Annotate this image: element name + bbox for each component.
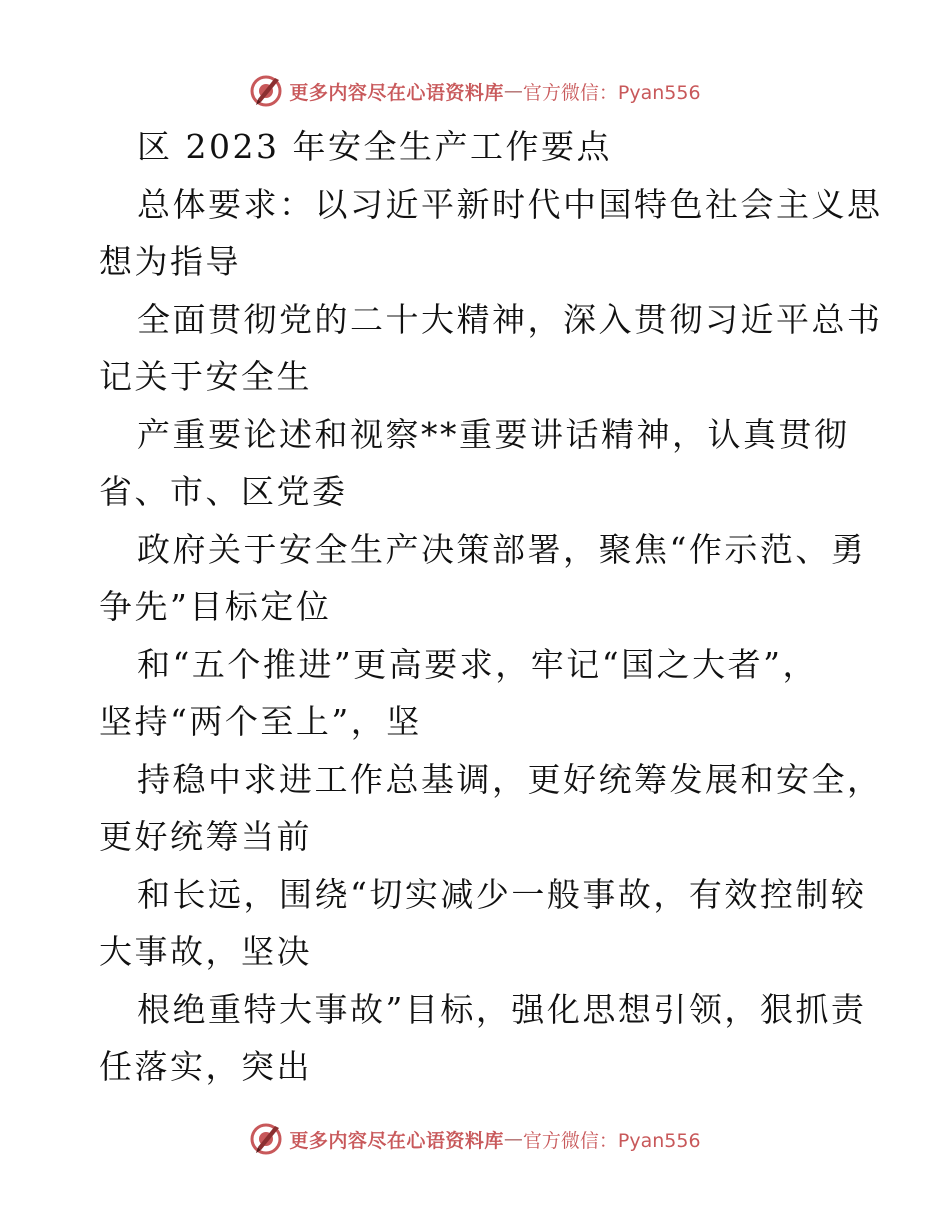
watermark-site-text: 更多内容尽在心语资料库 bbox=[289, 1129, 504, 1152]
pen-logo-icon bbox=[249, 74, 283, 108]
text-line: 产重要论述和视察**重要讲话精神，认真贯彻 bbox=[137, 414, 850, 454]
watermark-separator: — bbox=[503, 80, 523, 102]
text-line: 任落实，突出 bbox=[99, 1047, 312, 1086]
text-line: 全面贯彻党的二十大精神，深入贯彻习近平总书 bbox=[137, 299, 883, 339]
watermark-separator: — bbox=[503, 1128, 523, 1150]
text-line: 持稳中求进工作总基调，更好统筹发展和安全， bbox=[137, 759, 883, 799]
watermark-header bbox=[0, 71, 950, 111]
watermark-wechat-text: 官方微信：Pyan556 bbox=[522, 1129, 701, 1152]
document-title: 区 2023 年安全生产工作要点 bbox=[137, 127, 612, 166]
text-line: 记关于安全生 bbox=[99, 357, 312, 396]
text-line: 省、市、区党委 bbox=[99, 472, 348, 511]
text-line: 更好统筹当前 bbox=[99, 817, 312, 856]
text-line: 和“五个推进”更高要求，牢记“国之大者”， bbox=[137, 644, 818, 684]
pen-logo-icon bbox=[249, 1122, 283, 1156]
text-line: 争先”目标定位 bbox=[99, 587, 332, 626]
watermark-wechat-text: 官方微信：Pyan556 bbox=[522, 81, 701, 104]
text-line: 想为指导 bbox=[99, 242, 241, 281]
watermark-site-text: 更多内容尽在心语资料库 bbox=[289, 81, 504, 104]
document-body bbox=[99, 118, 883, 1096]
text-line: 和长远，围绕“切实减少一般事故，有效控制较 bbox=[137, 874, 867, 914]
text-line: 大事故，坚决 bbox=[99, 932, 312, 971]
watermark-footer bbox=[0, 1119, 950, 1159]
text-line: 政府关于安全生产决策部署，聚焦“作示范、勇 bbox=[137, 529, 867, 569]
text-line: 总体要求：以习近平新时代中国特色社会主义思 bbox=[137, 184, 883, 224]
text-line: 根绝重特大事故”目标，强化思想引领，狠抓责 bbox=[137, 989, 867, 1029]
text-line: 坚持“两个至上”，坚 bbox=[99, 702, 422, 741]
